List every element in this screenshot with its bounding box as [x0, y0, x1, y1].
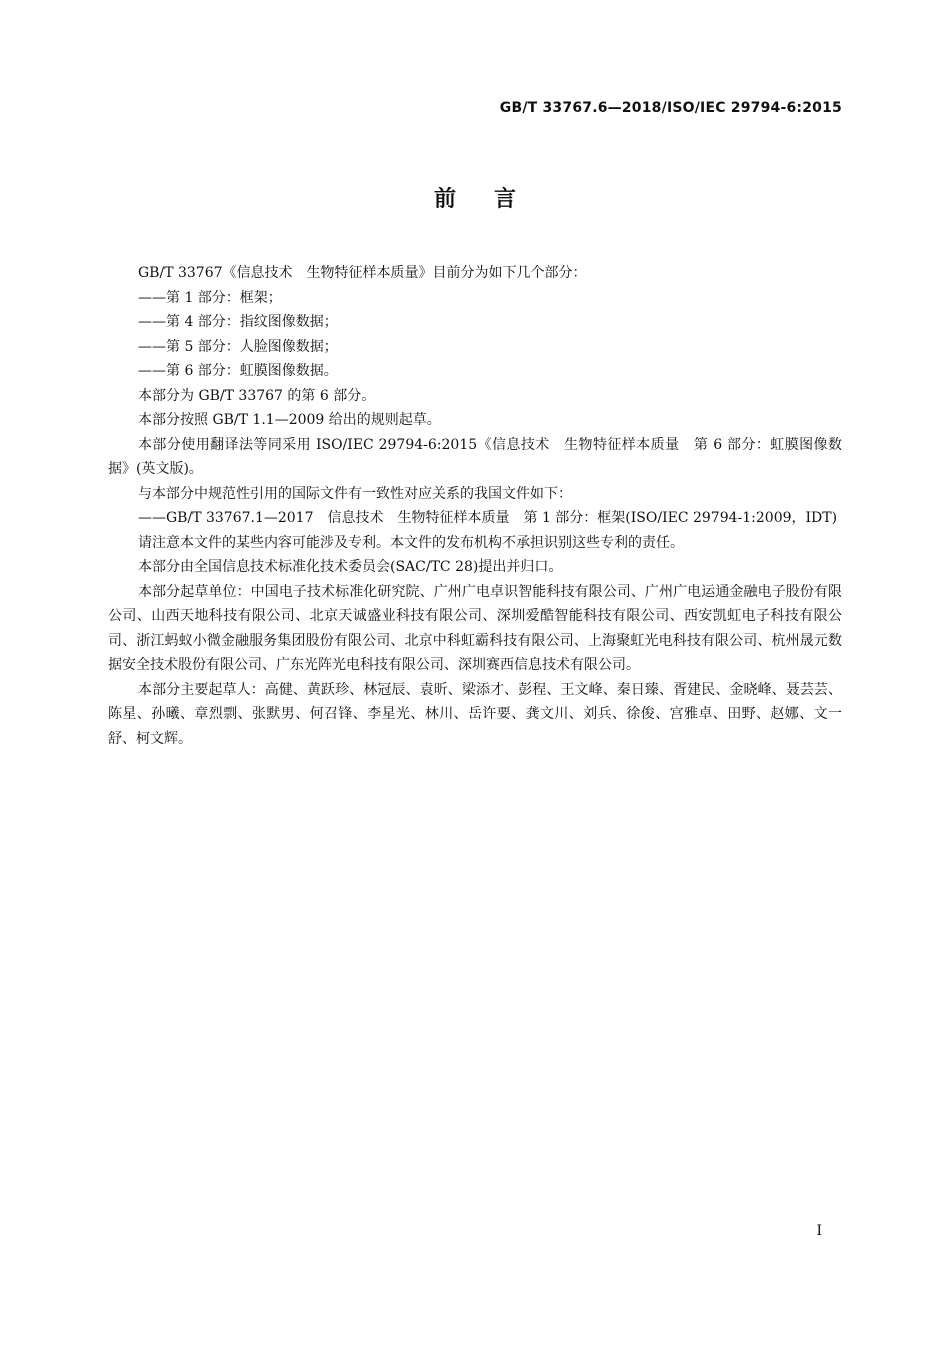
paragraph-references-intro: 与本部分中规范性引用的国际文件有一致性对应关系的我国文件如下： — [138, 485, 572, 502]
list-item-part-1: ——第 1 部分：框架； — [138, 289, 282, 306]
paragraph-adoption: 本部分使用翻译法等同采用 ISO/IEC 29794-6:2015《信息技术 生物特征样本质量 第 6 部分：虹膜图像数据》(英文版)。 — [108, 436, 842, 477]
paragraph-drafting-units: 本部分起草单位：中国电子技术标准化研究院、广州广电卓识智能科技有限公司、广州广电运通金融电子股份有限公司、山西天地科技有限公司、北京天诚盛业科技有限公司、深圳爱酷智能科技有限公司、西安凯虹电子科技有限公司、浙江蚂蚁小微金融服务集团股份有限公司、北京中科虹霸科技有限公司、上海聚虹光电科技有限公司、杭州晟元数据安全技术股份有限公司、广东光阵光电科技有限公司、深圳赛西信息技术有限公司。 — [108, 583, 842, 673]
page-title: 前言 — [433, 187, 554, 212]
list-item-reference: ——GB/T 33767.1—2017 信息技术 生物特征样本质量 第 1 部分：框架(ISO/IEC 29794-1:2009，IDT) — [138, 510, 838, 526]
paragraph-drafting-rules: 本部分按照 GB/T 1.1—2009 给出的规则起草。 — [138, 412, 441, 428]
paragraph-part-number: 本部分为 GB/T 33767 的第 6 部分。 — [138, 387, 376, 404]
standard-code: GB/T 33767.6—2018/ISO/IEC 29794-6:2015 — [499, 100, 842, 116]
paragraph-patent-notice: 请注意本文件的某些内容可能涉及专利。本文件的发布机构不承担识别这些专利的责任。 — [138, 534, 684, 551]
paragraph-drafters: 本部分主要起草人：高健、黄跃珍、林冠辰、袁昕、梁添才、彭程、王文峰、秦日臻、胥建民、金晓峰、聂芸芸、陈星、孙曦、章烈剽、张默男、何召锋、李星光、林川、岳许要、龚文川、刘兵、徐俊、宫雅卓、田野、赵娜、文一舒、柯文辉。 — [108, 681, 842, 747]
paragraph-committee: 本部分由全国信息技术标准化技术委员会(SAC/TC 28)提出并归口。 — [138, 559, 563, 575]
list-item-part-4: ——第 4 部分：指纹图像数据； — [138, 314, 338, 330]
page-number: I — [816, 1223, 822, 1239]
list-item-part-6: ——第 6 部分：虹膜图像数据。 — [138, 363, 338, 379]
list-item-part-5: ——第 5 部分：人脸图像数据； — [138, 338, 338, 355]
foreword-body — [108, 261, 842, 751]
paragraph-parts-intro: GB/T 33767《信息技术 生物特征样本质量》目前分为如下几个部分： — [138, 265, 587, 281]
